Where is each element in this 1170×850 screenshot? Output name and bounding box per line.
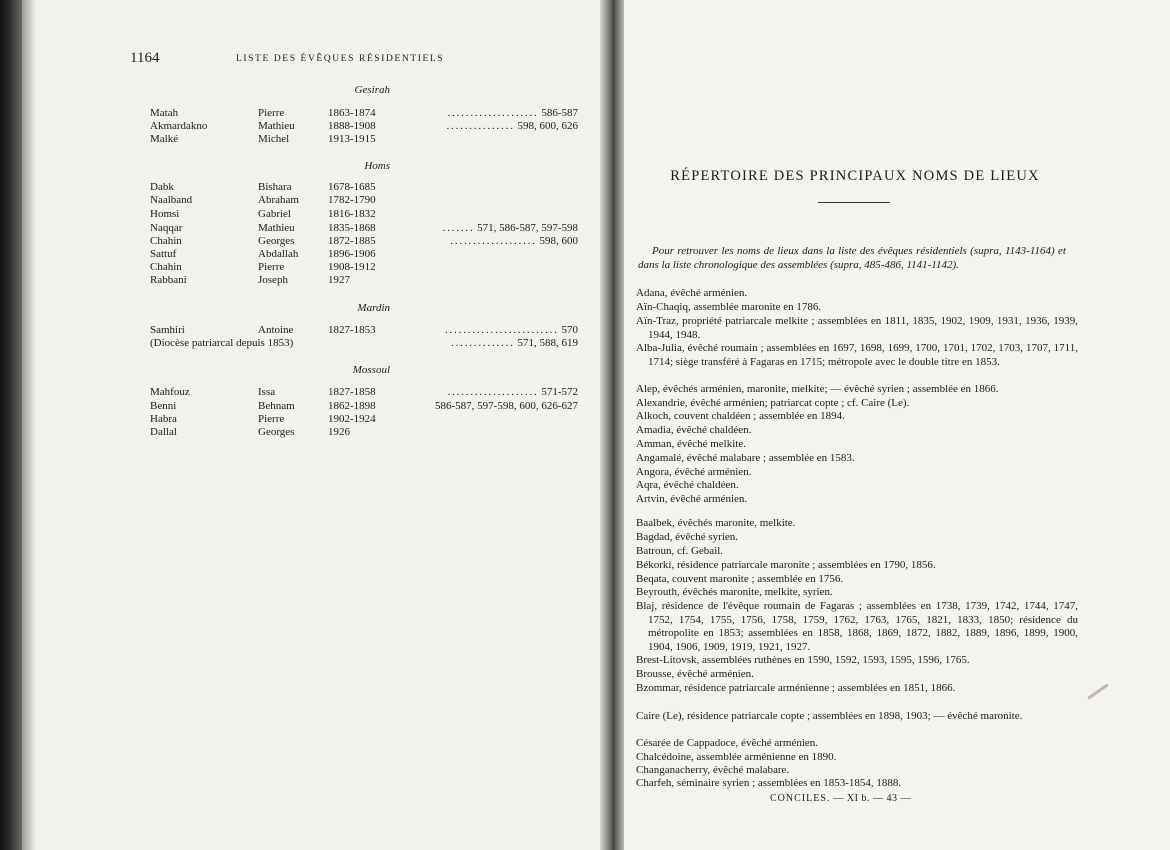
- section-title-mardin: Mardin: [357, 302, 390, 314]
- see-name: Homsi: [150, 208, 180, 220]
- leader-dots: ..............: [451, 337, 515, 349]
- intro-note: Pour retrouver les noms de lieux dans la liste des évêques résidentiels (supra, 1143-1164) et dans la liste chronologique des assemblées (supra, 485-486, 1141-1142).: [638, 245, 1066, 271]
- list-item: Alexandrie, évêché arménien; patriarcat copte ; cf. Caire (Le).: [636, 397, 910, 409]
- see-name: Matah: [150, 107, 179, 119]
- list-item: Césarée de Cappadoce, évêché arménien.: [636, 737, 819, 749]
- bishop-dates: 1902-1924: [328, 413, 376, 425]
- leader-dots: .......: [442, 222, 475, 234]
- book-gutter: [600, 0, 624, 850]
- list-item: Brousse, évêché arménien.: [636, 668, 754, 680]
- list-item: Alep, évêchés arménien, maronite, melkite; — évêché syrien ; assemblée en 1866.: [636, 383, 999, 395]
- bishop-name: Gabriel: [258, 208, 291, 220]
- list-item: Angamalé, évêché malabare ; assemblée en 1583.: [636, 452, 855, 464]
- bishop-dates: 1816-1832: [328, 208, 376, 220]
- bishop-name: Joseph: [258, 274, 288, 286]
- list-item: Aïn-Chaqiq, assemblée maronite en 1786.: [636, 301, 822, 313]
- page-refs: 571, 586-587, 597-598: [477, 222, 578, 234]
- list-item: Chalcédoine, assemblée arménienne en 1890.: [636, 751, 837, 763]
- bishop-dates: 1827-1853: [328, 324, 376, 336]
- list-item: Angora, évêché arménien.: [636, 466, 752, 478]
- page-refs: 598, 600, 626: [517, 120, 578, 132]
- bishop-name: Antoine: [258, 324, 294, 336]
- list-item: Caire (Le), résidence patriarcale copte ; assemblées en 1898, 1903; — évêché maronite.: [636, 710, 1023, 722]
- bishop-name: Georges: [258, 235, 295, 247]
- page-footer: [770, 793, 911, 804]
- title-rule: [818, 202, 890, 203]
- list-item: Brest-Litovsk, assemblées ruthènes en 1590, 1592, 1593, 1595, 1596, 1765.: [636, 654, 970, 666]
- leader-dots: ...............: [446, 120, 515, 132]
- page-refs: 586-587, 597-598, 600, 626-627: [435, 400, 578, 412]
- section-title-mossoul: Mossoul: [352, 364, 390, 376]
- see-name: Naalband: [150, 194, 193, 206]
- see-note: (Diocèse patriarcal depuis 1853): [150, 337, 294, 349]
- bishop-name: Abraham: [258, 194, 299, 206]
- list-item: Bagdad, évêché syrien.: [636, 531, 739, 543]
- bishop-dates: 1908-1912: [328, 261, 376, 273]
- see-name: Akmardakno: [150, 120, 208, 132]
- see-name: Naqqar: [150, 222, 183, 234]
- bishop-name: Mathieu: [258, 222, 295, 234]
- leader-dots: ...................: [450, 235, 537, 247]
- bishop-dates: 1835-1868: [328, 222, 376, 234]
- list-item: Aïn-Traz, propriété patriarcale melkite ; assemblées en 1811, 1835, 1902, 1909, 1931, 1936, 1939, 1944, 1948.: [636, 315, 1078, 341]
- bishop-dates: 1827-1858: [328, 386, 376, 398]
- footer-signature: CONCILES.: [770, 793, 831, 804]
- page-title: RÉPERTOIRE DES PRINCIPAUX NOMS DE LIEUX: [670, 168, 1040, 184]
- bishop-dates: 1888-1908: [328, 120, 376, 132]
- bishop-name: Mathieu: [258, 120, 295, 132]
- section-title-gesirah: Gesirah: [354, 84, 390, 96]
- list-item: Beyrouth, évêchés maronite, melkite, syrien.: [636, 586, 833, 598]
- leader-dots: .........................: [445, 324, 559, 336]
- section-title-homs: Homs: [364, 160, 390, 172]
- bishop-name: Behnam: [258, 400, 295, 412]
- list-item: Beqata, couvent maronite ; assemblée en 1756.: [636, 573, 844, 585]
- see-name: Benni: [150, 400, 177, 412]
- bishop-dates: 1863-1874: [328, 107, 376, 119]
- footer-sheet-number: — XI b. — 43 —: [833, 793, 911, 804]
- list-item: Amman, évêché melkite.: [636, 438, 746, 450]
- page-refs: 598, 600: [539, 235, 578, 247]
- bishop-name: Issa: [258, 386, 276, 398]
- bishop-dates: 1862-1898: [328, 400, 376, 412]
- bishop-dates: 1872-1885: [328, 235, 376, 247]
- see-name: Habra: [150, 413, 177, 425]
- page-refs: 571, 588, 619: [517, 337, 578, 349]
- see-name: Rabbani: [150, 274, 187, 286]
- bishop-name: Georges: [258, 426, 295, 438]
- see-name: Dallal: [150, 426, 177, 438]
- list-item: Baalbek, évêchés maronite, melkite.: [636, 517, 796, 529]
- page-refs: 570: [561, 324, 578, 336]
- bishop-dates: 1926: [328, 426, 350, 438]
- bishop-dates: 1927: [328, 274, 350, 286]
- bishop-name: Bishara: [258, 181, 292, 193]
- see-name: Dabk: [150, 181, 174, 193]
- page-edge-shade: [22, 0, 36, 850]
- see-name: Samhiri: [150, 324, 185, 336]
- list-item: Békorki, résidence patriarcale maronite ; assemblées en 1790, 1856.: [636, 559, 936, 571]
- list-item: Artvin, évêché arménien.: [636, 493, 748, 505]
- bishop-dates: 1896-1906: [328, 248, 376, 260]
- see-name: Sattuf: [150, 248, 177, 260]
- list-item: Charfeh, séminaire syrien ; assemblées en 1853-1854, 1888.: [636, 777, 902, 789]
- see-name: Chahin: [150, 261, 182, 273]
- bishop-name: Abdallah: [258, 248, 299, 260]
- page-number: 1164: [130, 50, 160, 66]
- bishop-name: Pierre: [258, 107, 285, 119]
- page-refs: 571-572: [541, 386, 578, 398]
- bishop-name: Pierre: [258, 413, 285, 425]
- see-name: Mahfouz: [150, 386, 190, 398]
- bishop-name: Pierre: [258, 261, 285, 273]
- list-item: Blaj, résidence de l'évêque roumain de Fagaras ; assemblées en 1738, 1739, 1742, 1744, 1747, 1752, 1754, 1755, 1756, 1758, 1759, 1762, 1763, 1765, 1821, 1833, 1850; résidence du métropolite en 1853; assemblées en 1858, 1868, 1869, 1872, 1882, 1889, 1896, 1899, 1900, 1904, 1906, 1909, 1919, 1921, 1927.: [636, 600, 1078, 653]
- list-item: Alkoch, couvent chaldéen ; assemblée en 1894.: [636, 410, 845, 422]
- list-item: Aqra, évêché chaldéen.: [636, 479, 739, 491]
- bishop-dates: 1678-1685: [328, 181, 376, 193]
- list-item: Alba-Julia, évêché roumain ; assemblées en 1697, 1698, 1699, 1700, 1701, 1702, 1703, 1707, 1711, 1714; siège transféré à Fagaras en 1715; métropole avec le double titre en 1853.: [636, 342, 1078, 368]
- running-title: LISTE DES ÉVÊQUES RÉSIDENTIELS: [236, 54, 445, 64]
- page-refs: 586-587: [541, 107, 578, 119]
- list-item: Batroun, cf. Gebail.: [636, 545, 724, 557]
- leader-dots: ....................: [447, 107, 539, 119]
- bishop-dates: 1782-1790: [328, 194, 376, 206]
- bishop-dates: 1913-1915: [328, 133, 376, 145]
- leader-dots: ....................: [447, 386, 539, 398]
- see-name: Chahin: [150, 235, 182, 247]
- list-item: Amadia, évêché chaldéen.: [636, 424, 752, 436]
- list-item: Changanacherry, évêché malabare.: [636, 764, 790, 776]
- list-item: Bzommar, résidence patriarcale arménienne ; assemblées en 1851, 1866.: [636, 682, 956, 694]
- see-name: Malké: [150, 133, 179, 145]
- list-item: Adana, évêché arménien.: [636, 287, 748, 299]
- book-edge-shadow: [0, 0, 22, 850]
- bishop-name: Michel: [258, 133, 290, 145]
